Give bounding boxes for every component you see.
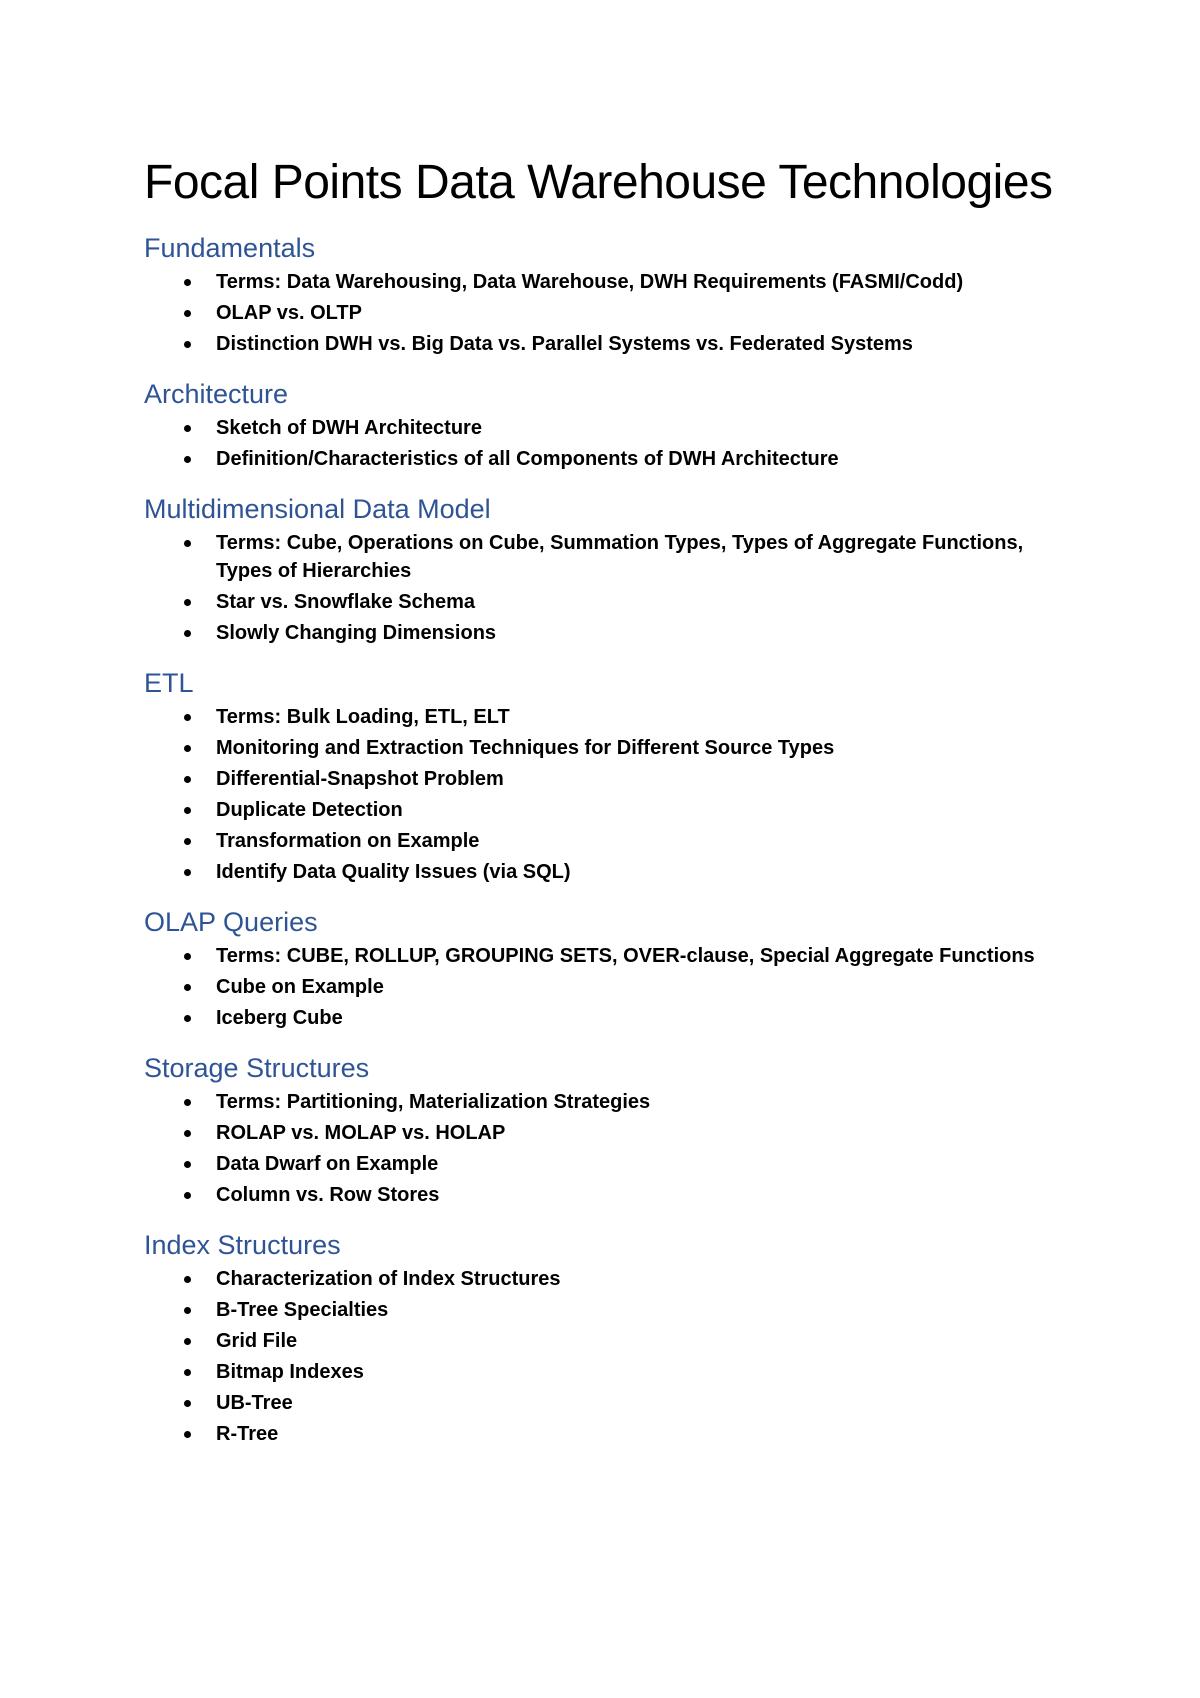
section-heading: Fundamentals: [144, 233, 316, 263]
list-item: [144, 1296, 1064, 1324]
bullet-icon: [184, 807, 191, 814]
list-item: [144, 299, 1064, 327]
list-item-text: B-Tree Specialties: [216, 1299, 389, 1321]
list-item-text: Monitoring and Extraction Techniques for Different Source Types: [216, 737, 835, 759]
sections-container: [144, 228, 1064, 1448]
section-etl: [144, 663, 1064, 886]
bullet-icon: [184, 425, 191, 432]
list-item: [144, 703, 1064, 731]
list-item-text: Data Dwarf on Example: [216, 1153, 439, 1175]
bullet-icon: [184, 1130, 191, 1137]
bullet-icon: [184, 714, 191, 721]
bullet-list: [144, 1088, 1064, 1209]
bullet-icon: [184, 953, 191, 960]
bullet-icon: [184, 869, 191, 876]
list-item-text: Column vs. Row Stores: [216, 1184, 440, 1206]
bullet-icon: [184, 630, 191, 637]
bullet-list: [144, 703, 1064, 886]
bullet-icon: [184, 776, 191, 783]
list-item: [144, 1119, 1064, 1147]
list-item-text: Differential-Snapshot Problem: [216, 768, 504, 790]
list-item: [144, 1004, 1064, 1032]
section-fundamentals: [144, 228, 1064, 358]
list-item-text: UB-Tree: [216, 1392, 293, 1414]
section-olap-queries: [144, 902, 1064, 1032]
list-item: [144, 529, 1064, 585]
list-item: [144, 588, 1064, 616]
bullet-list: [144, 1265, 1064, 1448]
list-item-text: Definition/Characteristics of all Components of DWH Architecture: [216, 448, 839, 470]
bullet-icon: [184, 1276, 191, 1283]
list-item-text: Grid File: [216, 1330, 298, 1352]
document-page: [144, 148, 1064, 1451]
list-item-text: Transformation on Example: [216, 830, 480, 852]
list-item-text: Identify Data Quality Issues (via SQL): [216, 861, 571, 883]
list-item: [144, 1150, 1064, 1178]
list-item: [144, 1358, 1064, 1386]
list-item-text: Distinction DWH vs. Big Data vs. Parallel Systems vs. Federated Systems: [216, 333, 913, 355]
list-item: [144, 796, 1064, 824]
bullet-list: [144, 942, 1064, 1032]
list-item-text: Terms: Bulk Loading, ETL, ELT: [216, 706, 510, 728]
section-index-structures: [144, 1225, 1064, 1448]
list-item: [144, 1265, 1064, 1293]
bullet-icon: [184, 1192, 191, 1199]
list-item-text: Star vs. Snowflake Schema: [216, 591, 476, 613]
list-item: [144, 973, 1064, 1001]
list-item-text: OLAP vs. OLTP: [216, 302, 362, 324]
list-item-text: Duplicate Detection: [216, 799, 403, 821]
list-item-text: ROLAP vs. MOLAP vs. HOLAP: [216, 1122, 506, 1144]
section-heading: Multidimensional Data Model: [144, 494, 491, 524]
list-item: [144, 1420, 1064, 1448]
list-item: [144, 1088, 1064, 1116]
list-item: [144, 268, 1064, 296]
list-item-text: Sketch of DWH Architecture: [216, 417, 482, 439]
bullet-icon: [184, 1161, 191, 1168]
bullet-icon: [184, 838, 191, 845]
section-multidimensional-data-model: [144, 489, 1064, 647]
list-item: [144, 1327, 1064, 1355]
list-item: [144, 1389, 1064, 1417]
bullet-icon: [184, 1099, 191, 1106]
list-item-text: Iceberg Cube: [216, 1007, 343, 1029]
list-item: [144, 858, 1064, 886]
list-item-text: Bitmap Indexes: [216, 1361, 364, 1383]
list-item-text: R-Tree: [216, 1423, 279, 1445]
section-heading: ETL: [144, 668, 194, 698]
list-item-text: Characterization of Index Structures: [216, 1268, 561, 1290]
list-item: [144, 942, 1064, 970]
section-heading: OLAP Queries: [144, 907, 318, 937]
bullet-icon: [184, 1400, 191, 1407]
section-storage-structures: [144, 1048, 1064, 1209]
section-heading: Storage Structures: [144, 1053, 370, 1083]
bullet-icon: [184, 1431, 191, 1438]
list-item-text: Terms: Partitioning, Materialization Strategies: [216, 1091, 651, 1113]
section-architecture: [144, 374, 1064, 473]
bullet-icon: [184, 1369, 191, 1376]
list-item-text: Terms: Cube, Operations on Cube, Summation Types, Types of Aggregate Functions, Types of Hierarchies: [216, 532, 1024, 582]
bullet-icon: [184, 1338, 191, 1345]
list-item: [144, 827, 1064, 855]
bullet-icon: [184, 1307, 191, 1314]
bullet-icon: [184, 1015, 191, 1022]
bullet-list: [144, 268, 1064, 358]
bullet-icon: [184, 341, 191, 348]
list-item-text: Slowly Changing Dimensions: [216, 622, 497, 644]
list-item: [144, 765, 1064, 793]
bullet-icon: [184, 456, 191, 463]
bullet-icon: [184, 540, 191, 547]
bullet-icon: [184, 279, 191, 286]
section-heading: Index Structures: [144, 1230, 341, 1260]
list-item: [144, 734, 1064, 762]
bullet-icon: [184, 745, 191, 752]
list-item: [144, 414, 1064, 442]
bullet-icon: [184, 984, 191, 991]
list-item-text: Terms: Data Warehousing, Data Warehouse, DWH Requirements (FASMI/Codd): [216, 271, 964, 293]
bullet-list: [144, 529, 1064, 647]
list-item-text: Terms: CUBE, ROLLUP, GROUPING SETS, OVER-clause, Special Aggregate Functions: [216, 945, 1035, 967]
section-heading: Architecture: [144, 379, 289, 409]
page-title: Focal Points Data Warehouse Technologies: [144, 156, 1053, 209]
list-item: [144, 1181, 1064, 1209]
bullet-icon: [184, 599, 191, 606]
list-item: [144, 619, 1064, 647]
bullet-icon: [184, 310, 191, 317]
list-item-text: Cube on Example: [216, 976, 384, 998]
bullet-list: [144, 414, 1064, 473]
list-item: [144, 330, 1064, 358]
list-item: [144, 445, 1064, 473]
